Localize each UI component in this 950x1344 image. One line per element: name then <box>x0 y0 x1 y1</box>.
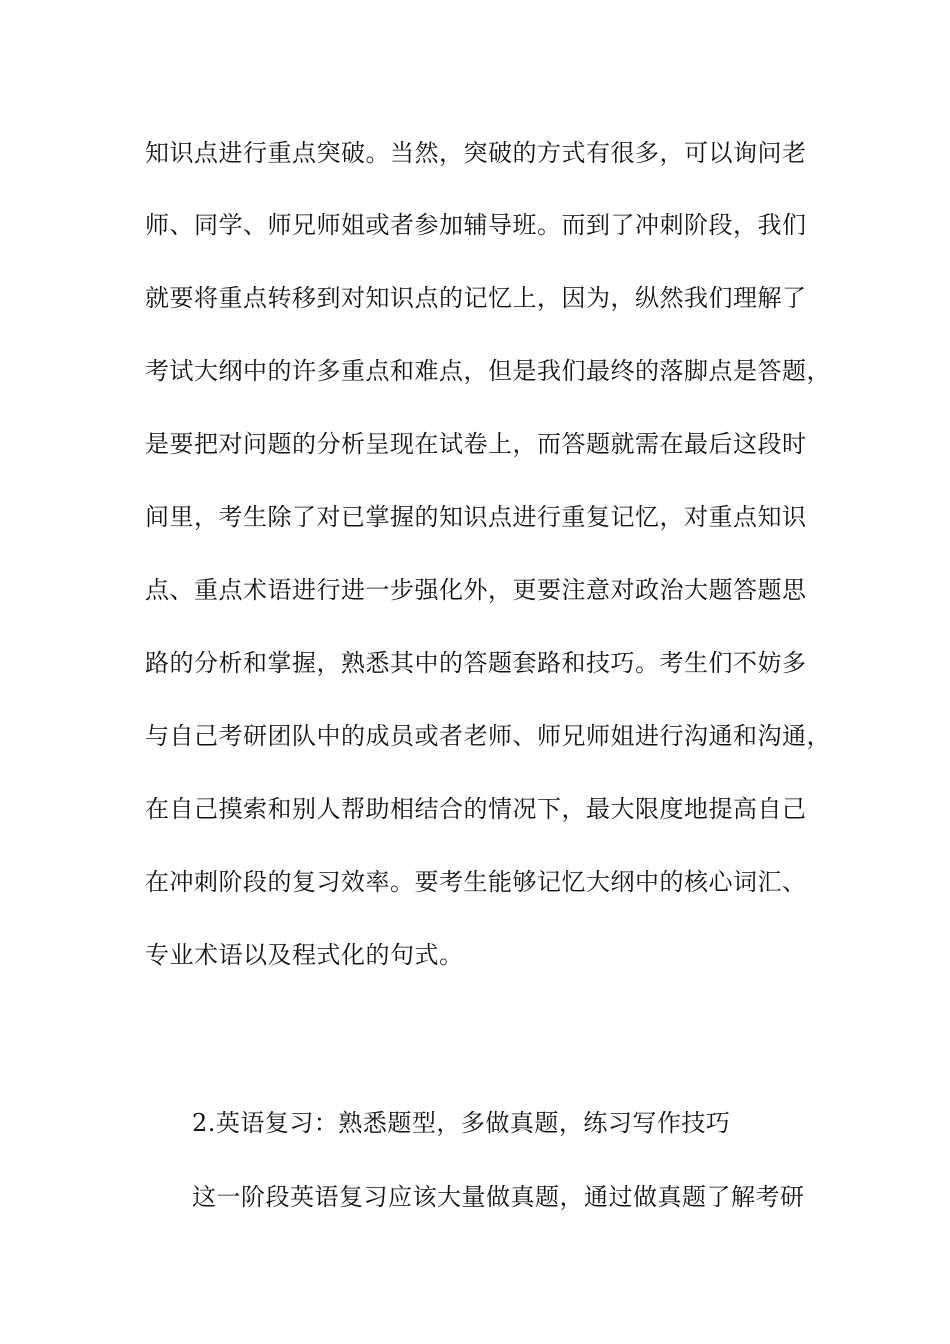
paragraph-line: 知识点进行重点突破。当然，突破的方式有很多，可以询问老 <box>145 139 807 167</box>
paragraph-line: 间里，考生除了对已掌握的知识点进行重复记忆，对重点知识 <box>145 503 807 531</box>
section-heading: 2.英语复习：熟悉题型，多做真题，练习写作技巧 <box>192 1109 731 1137</box>
paragraph-line: 路的分析和掌握，熟悉其中的答题套路和技巧。考生们不妨多 <box>145 649 807 677</box>
paragraph-line: 就要将重点转移到对知识点的记忆上，因为，纵然我们理解了 <box>145 284 807 312</box>
paragraph-line: 这一阶段英语复习应该大量做真题，通过做真题了解考研 <box>192 1183 805 1211</box>
paragraph-line: 点、重点术语进行进一步强化外，更要注意对政治大题答题思 <box>145 576 807 604</box>
paragraph-line: 是要把对问题的分析呈现在试卷上，而答题就需在最后这段时 <box>145 430 807 458</box>
paragraph-line: 在自己摸索和别人帮助相结合的情况下，最大限度地提高自己 <box>145 795 807 823</box>
paragraph-line: 专业术语以及程式化的句式。 <box>145 941 464 969</box>
paragraph-line: 师、同学、师兄师姐或者参加辅导班。而到了冲刺阶段，我们 <box>145 211 807 239</box>
paragraph-line: 在冲刺阶段的复习效率。要考生能够记忆大纲中的核心词汇、 <box>145 868 807 896</box>
paragraph-line: 考试大纲中的许多重点和难点，但是我们最终的落脚点是答题， <box>145 357 831 385</box>
paragraph-line: 与自己考研团队中的成员或者老师、师兄师姐进行沟通和沟通， <box>145 722 831 750</box>
